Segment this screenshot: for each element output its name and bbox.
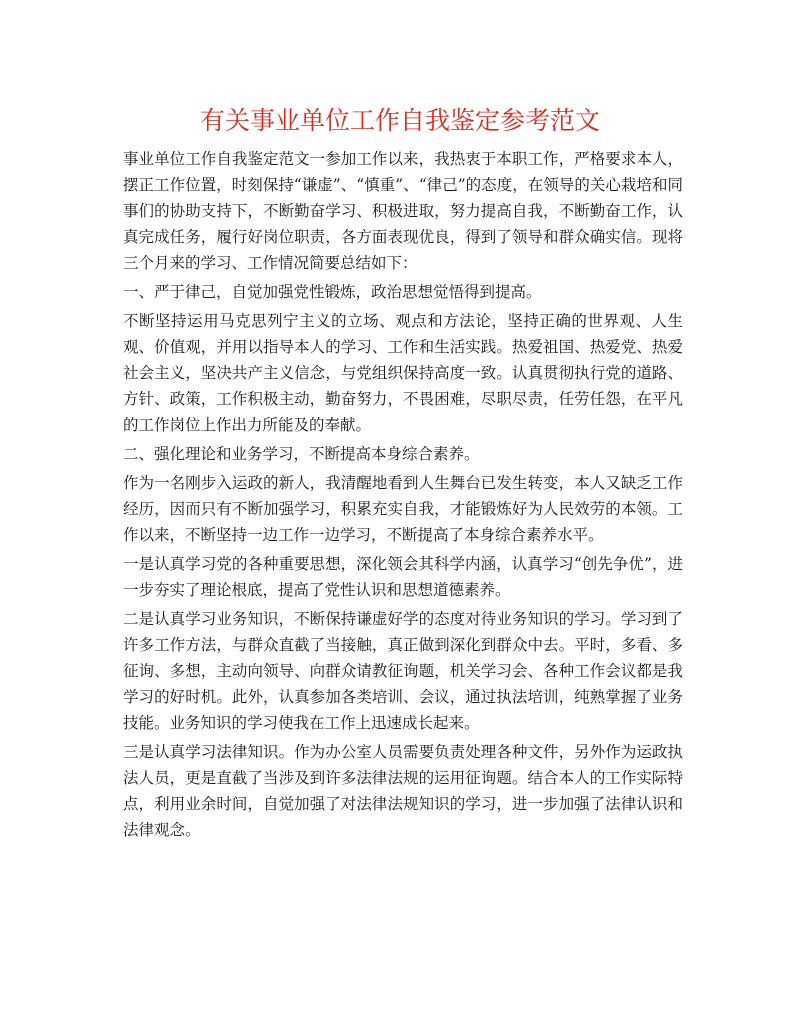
paragraph-intro: 事业单位工作自我鉴定范文一参加工作以来，我热衷于本职工作，严格要求本人，摆正工作位置，时刻保持“谦虚”、“慎重”、“律己”的态度，在领导的关心栽培和同事们的协助支持下，不断勤奋学习、积极进取，努力提高自我，不断勤奋工作，认真完成任务，履行好岗位职责，各方面表现优良，得到了领导和群众确实信。现将三个月来的学习、工作情况简要总结如下： bbox=[123, 150, 683, 272]
paragraph-point-2: 二是认真学习业务知识，不断保持谦虚好学的态度对待业务知识的学习。学习到了许多工作方法，与群众直截了当接触，真正做到深化到群众中去。平时，多看、多征询、多想，主动向领导、向群众请教征询题，机关学习会、各种工作会议都是我学习的好时机。此外，认真参加各类培训、会议，通过执法培训，纯熟掌握了业务技能。业务知识的学习使我在工作上迅速成长起来。 bbox=[123, 610, 683, 732]
paragraph-point-3: 三是认真学习法律知识。作为办公室人员需要负责处理各种文件，另外作为运政执法人员，更是直截了当涉及到许多法律法规的运用征询题。结合本人的工作实际特点，利用业余时间，自觉加强了对法律法规知识的学习，进一步加强了法律认识和法律观念。 bbox=[123, 743, 683, 839]
section-heading-1: 一、严于律己，自觉加强党性锻炼，政治思想觉悟得到提高。 bbox=[123, 283, 542, 301]
paragraph-point-1: 一是认真学习党的各种重要思想，深化领会其科学内涵，认真学习“创先争优”，进一步夯实了理论根底，提高了党性认识和思想道德素养。 bbox=[123, 555, 683, 599]
document-body bbox=[123, 146, 683, 843]
section-heading-2: 二、强化理论和业务学习，不断提高本身综合素养。 bbox=[123, 445, 480, 463]
paragraph-section-1: 不断坚持运用马克思列宁主义的立场、观点和方法论，坚持正确的世界观、人生观、价值观，并用以指导本人的学习、工作和生活实践。热爱祖国、热爱党、热爱社会主义，坚决共产主义信念，与党组织保持高度一致。认真贯彻执行党的道路、方针、政策，工作积极主动，勤奋努力，不畏困难，尽职尽责，任劳任怨，在平凡的工作岗位上作出力所能及的奉献。 bbox=[123, 312, 683, 434]
document-title: 有关事业单位工作自我鉴定参考范文 bbox=[199, 106, 600, 135]
paragraph-section-2: 作为一名刚步入运政的新人，我清醒地看到人生舞台已发生转变，本人又缺乏工作经历，因而只有不断加强学习，积累充实自我，才能锻炼好为人民效劳的本领。工作以来，不断坚持一边工作一边学习，不断提高了本身综合素养水平。 bbox=[123, 474, 683, 544]
